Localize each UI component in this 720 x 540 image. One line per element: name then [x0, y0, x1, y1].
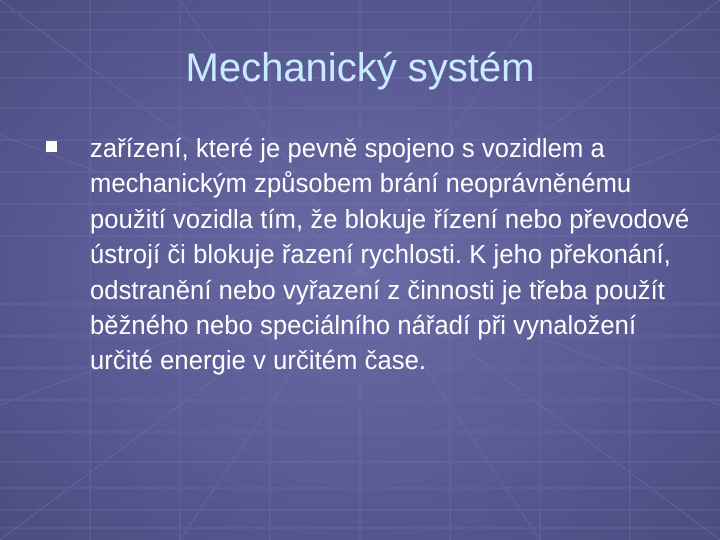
slide-title: Mechanický systém [185, 46, 535, 90]
square-bullet-icon [46, 141, 57, 152]
bullet-text: zařízení, které je pevně spojeno s vozidlem a mechanickým způsobem brání neoprávněnému použití vozidla tím, že blokuje řízení nebo převodové ústrojí či blokuje řazení rychlosti. K jeho překonání, odstranění nebo vyřazení z činnosti je třeba použít běžného nebo speciálního nářadí při vynaložení určité energie v určitém čase. [90, 135, 690, 376]
bullet-item [40, 132, 700, 380]
bullet-list [40, 132, 700, 380]
